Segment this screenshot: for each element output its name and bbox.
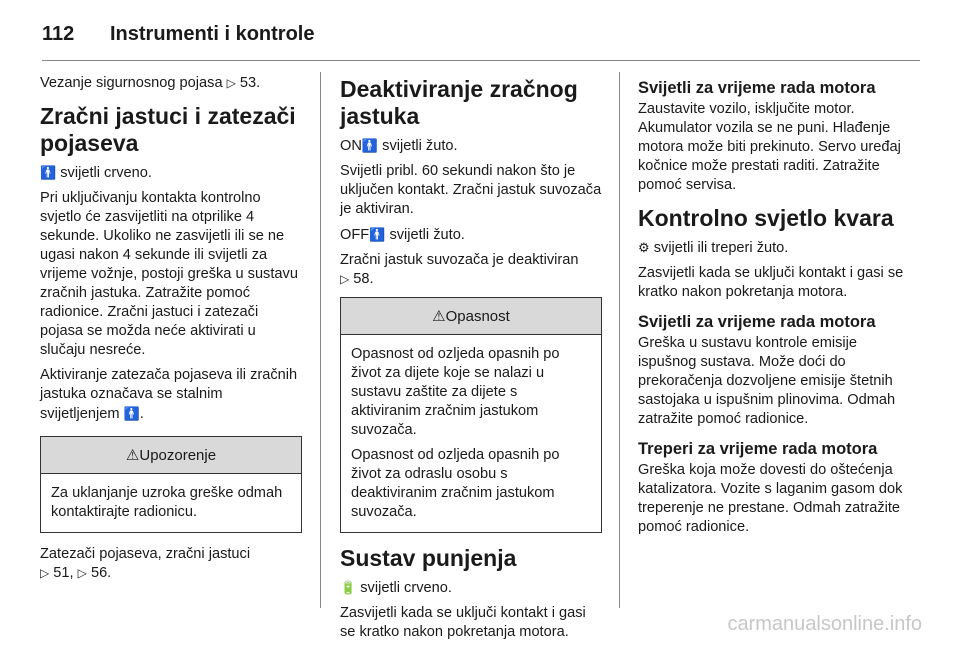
danger-header (341, 298, 601, 335)
section-title-charging: Sustav punjenja (340, 545, 517, 571)
column-3 (638, 74, 906, 543)
column-divider-2 (619, 72, 620, 608)
airbag-status-line: 🚹 svijetli crveno. (40, 165, 152, 181)
malfunction-description: Zasvijetli kada se uključi kontakt i gasi se kratko nakon pokretanja motora. (638, 265, 904, 300)
danger-box (340, 297, 602, 533)
airbag-off-line: OFF🚹 svijetli žuto. (340, 227, 465, 243)
page-ref-link[interactable]: 56. (90, 565, 112, 581)
running-description: Zaustavite vozilo, isključite motor. Akumulator vozila se ne puni. Hlađenje motora može biti prekinuto. Servo uređaj kočnice može prestati raditi. Zatražite pomoć servisa. (638, 101, 901, 193)
column-1 (40, 74, 302, 589)
seatbelt-reference: Vezanje sigurnosnog pojasa ▷ 53. (40, 75, 261, 91)
warning-box (40, 436, 302, 533)
charging-description: Zasvijetli kada se uključi kontakt i gasi se kratko nakon pokretanja motora. (340, 605, 586, 640)
page-ref-arrow-icon: ▷ (340, 272, 350, 286)
airbag-activation-text: Aktiviranje zatezača pojaseva ili zračnih jastuka označava se stalnim svijetljenjem 🚹. (40, 367, 298, 422)
section-title-airbag-deactivation: Deaktiviranje zračnog jastuka (340, 76, 578, 129)
danger-text-1: Opasnost od ozljeda opasnih po život za dijete koje se nalazi u sustavu zaštite za dijete s aktiviranim zračnim jastukom suvozača. (351, 346, 560, 438)
airbag-description: Pri uključivanju kontakta kontrolno svjetlo će zasvijetliti na otprilike 4 sekunde. Ukoliko ne zasvijetli ili se ne ugasi nakon 4 sekunde ili svijetli za vrijeme vožnje, postoji greška u sustavu zračnih jastuka. Zatražite pomoć radionice. Zračni jastuci i zatezači pojasa se možda neće aktivirati u slučaju nesreće. (40, 190, 298, 358)
page-ref-arrow-icon: ▷ (226, 76, 236, 90)
lit-running-description: Greška u sustavu kontrole emisije ispušnog sustava. Može doći do prekoračenja dozvoljene emisije štetnih sastojaka u ispušnim plinovima. Odmah zatražite pomoć radionice. (638, 335, 896, 427)
page-ref-link[interactable]: 53. (239, 75, 261, 91)
airbag-icon: 🚹 (123, 406, 140, 421)
page-number: 112 (42, 22, 75, 45)
column-divider-1 (320, 72, 321, 608)
warning-title: Upozorenje (139, 446, 217, 464)
watermark: carmanualsonline.info (727, 613, 922, 635)
airbag-icon: 🚹 (40, 165, 57, 180)
page-ref-arrow-icon: ▷ (77, 566, 87, 580)
airbag-off-icon: 🚹 (369, 227, 386, 242)
header-rule (42, 60, 920, 61)
airbag-on-description: Svijetli pribl. 60 sekundi nakon što je uključen kontakt. Zračni jastuk suvozača je aktiviran. (340, 163, 602, 217)
subsection-title-flashing: Treperi za vrijeme rada motora (638, 440, 878, 458)
airbag-on-line: ON🚹 svijetli žuto. (340, 138, 458, 154)
airbag-on-icon: 🚹 (361, 138, 379, 153)
battery-icon: 🔋 (340, 580, 357, 595)
subsection-title-running: Svijetli za vrijeme rada motora (638, 79, 876, 97)
page-header (42, 14, 314, 54)
flashing-description: Greška koja može dovesti do oštećenja katalizatora. Vozite s laganim gasom dok treperenje ne prestane. Odmah zatražite pomoć radionice. (638, 462, 903, 535)
danger-text-2: Opasnost od ozljeda opasnih po život za odraslu osobu s deaktiviranim zračnim jastukom suvozača. (351, 447, 560, 520)
page-ref-arrow-icon: ▷ (40, 566, 50, 580)
warning-triangle-icon: ⚠ (125, 446, 140, 464)
chapter-title: Instrumenti i kontrole (110, 22, 315, 45)
warning-header (41, 437, 301, 474)
warning-text: Za uklanjanje uzroka greške odmah kontaktirajte radionicu. (51, 485, 283, 520)
charging-status-line: 🔋 svijetli crveno. (340, 580, 452, 596)
engine-icon: ⚙ (638, 240, 650, 255)
column-2 (340, 74, 602, 648)
warning-triangle-icon: ⚠ (432, 307, 446, 325)
page-ref-link[interactable]: 58. (353, 271, 374, 287)
airbag-off-description: Zračni jastuk suvozača je deaktiviran ▷ 58. (340, 252, 579, 287)
malfunction-status-line: ⚙ svijetli ili treperi žuto. (638, 240, 789, 256)
page-ref-link[interactable]: 51, (53, 565, 74, 581)
pretensioner-reference: Zatezači pojaseva, zračni jastuci ▷ 51, ▷ 56. (40, 546, 251, 581)
danger-title: Opasnost (445, 307, 510, 325)
subsection-title-lit-running: Svijetli za vrijeme rada motora (638, 313, 876, 331)
section-title-airbags: Zračni jastuci i zatezači pojaseva (40, 103, 296, 156)
section-title-malfunction: Kontrolno svjetlo kvara (638, 205, 894, 231)
